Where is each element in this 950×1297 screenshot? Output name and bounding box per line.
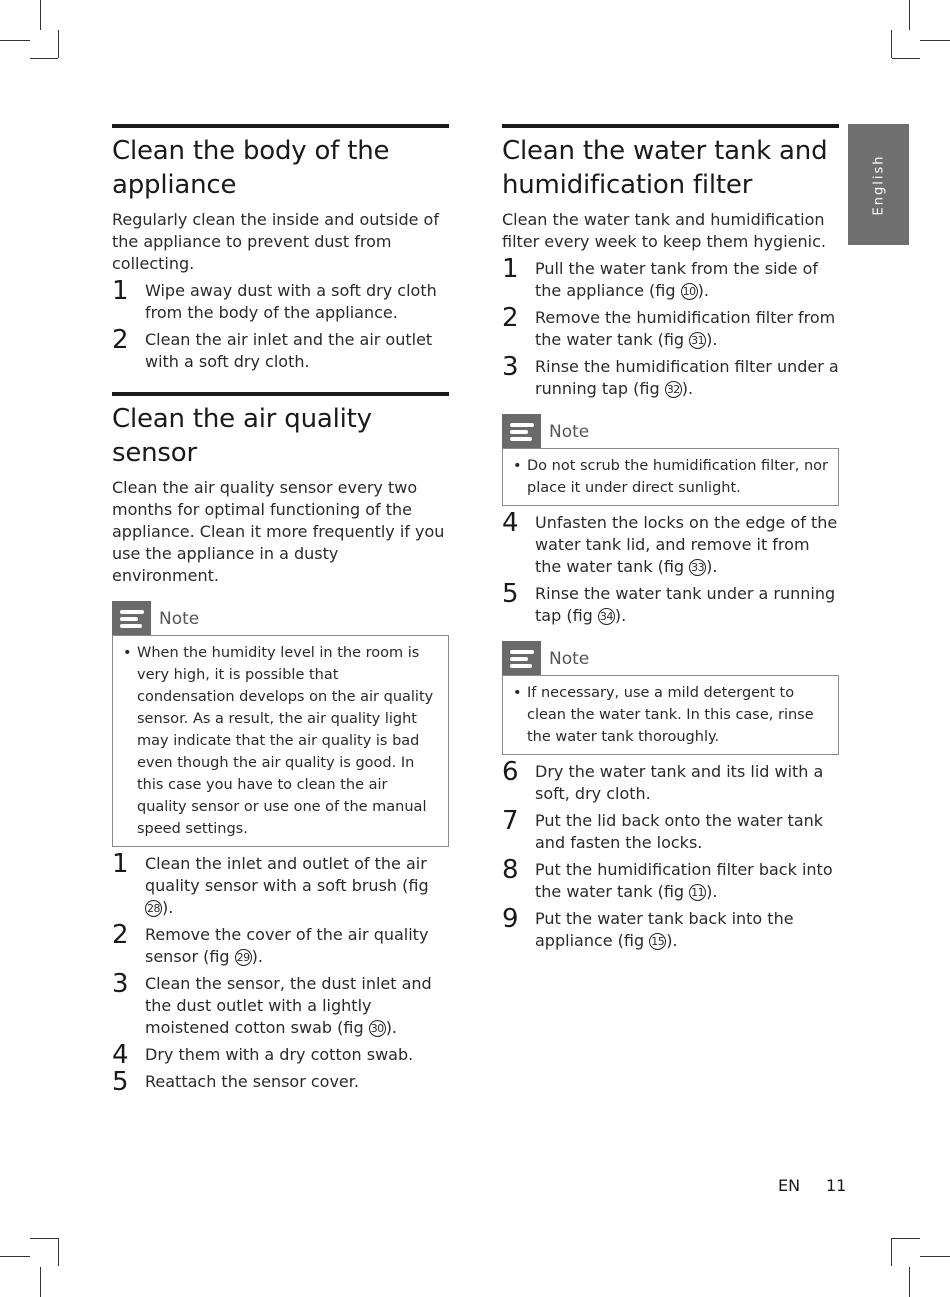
step-number: 6 — [502, 757, 519, 787]
note-icon — [112, 601, 151, 635]
figure-reference: 33 — [691, 561, 705, 574]
left-column — [112, 124, 449, 1097]
section-rule — [112, 392, 449, 396]
note-icon — [502, 641, 541, 675]
note-header — [502, 414, 839, 448]
page-number: 11 — [826, 1176, 847, 1195]
section-intro: Clean the water tank and humidification filter every week to keep them hygienic. — [502, 210, 826, 251]
step-number: 2 — [112, 920, 129, 950]
step-item — [502, 352, 839, 400]
footer-language: EN — [778, 1176, 801, 1195]
figure-reference: 31 — [691, 334, 705, 347]
step-item — [502, 855, 839, 903]
step-text: Pull the water tank from the side of the appliance (fig — [535, 259, 819, 300]
step-text-tail: ). — [706, 557, 718, 576]
step-text-tail: ). — [614, 606, 627, 625]
step-text: Rinse the humidification filter under a running tap (fig — [535, 357, 839, 398]
step-text: Wipe away dust with a soft dry cloth from the body of the appliance. — [145, 281, 437, 322]
step-text-tail: ). — [385, 1018, 398, 1037]
step-text: Reattach the sensor cover. — [145, 1072, 359, 1091]
section-title: Clean the body of the appliance — [112, 136, 390, 200]
step-text-tail: ). — [706, 330, 718, 349]
step-number: 7 — [502, 806, 519, 836]
step-number: 3 — [502, 352, 519, 382]
step-item — [112, 1067, 449, 1097]
right-column — [502, 124, 839, 952]
step-text: Clean the inlet and outlet of the air quality sensor with a soft brush (fig — [145, 854, 429, 895]
step-text: Unfasten the locks on the edge of the water tank lid, and remove it from the water tank (fig — [535, 513, 838, 576]
step-text-tail: ). — [697, 281, 709, 300]
section-title: Clean the water tank and humidification filter — [502, 136, 828, 200]
step-text: Rinse the water tank under a running tap (fig — [535, 584, 836, 625]
step-number: 3 — [112, 969, 129, 999]
step-item — [502, 904, 839, 952]
step-text-tail: ). — [251, 947, 263, 966]
language-tab-label: English — [871, 154, 886, 215]
step-list — [502, 757, 839, 952]
step-text: Put the humidification filter back into the water tank (fig — [535, 860, 833, 901]
note-header — [112, 601, 449, 635]
section-clean-water-tank — [502, 124, 839, 952]
figure-reference: 10 — [682, 285, 696, 298]
step-number: 9 — [502, 904, 519, 934]
step-list — [502, 508, 839, 627]
step-number: 5 — [112, 1067, 129, 1097]
step-item — [502, 303, 839, 351]
figure-reference: 30 — [370, 1022, 384, 1035]
note-label: Note — [549, 649, 590, 669]
note-item: • When the humidity level in the room is very high, it is possible that condensation develops on the air quality sensor. As a result, the air quality light may indicate that the air quality is bad even though the air quality is good. In this case you have to clean the air quality sensor or use one of the manual speed settings. — [123, 642, 438, 840]
step-item — [502, 806, 839, 854]
note-item: • Do not scrub the humidification filter, nor place it under direct sunlight. — [513, 455, 828, 499]
note-header — [502, 641, 839, 675]
note-box — [502, 448, 839, 506]
section-rule — [112, 124, 449, 128]
step-item — [112, 325, 449, 373]
step-text-tail: ). — [706, 882, 718, 901]
step-number: 2 — [112, 325, 129, 355]
step-number: 4 — [502, 508, 519, 538]
section-rule — [502, 124, 839, 128]
figure-reference: 28 — [147, 902, 160, 915]
note-box — [112, 635, 449, 847]
step-number: 2 — [502, 303, 519, 333]
step-number: 1 — [112, 849, 129, 879]
step-text: Put the lid back onto the water tank and fasten the locks. — [535, 811, 824, 852]
step-number: 8 — [502, 855, 519, 885]
section-intro: Regularly clean the inside and outside of the appliance to prevent dust from collecting. — [112, 210, 439, 273]
note-label: Note — [159, 609, 200, 629]
section-clean-body — [112, 124, 449, 373]
step-item — [502, 254, 839, 302]
step-text-tail: ). — [162, 898, 174, 917]
step-text: Dry them with a dry cotton swab. — [145, 1045, 414, 1064]
step-text: Remove the humidification filter from the water tank (fig — [535, 308, 836, 349]
step-number: 4 — [112, 1040, 129, 1070]
step-item — [502, 508, 839, 578]
figure-reference: 15 — [651, 935, 665, 948]
section-title: Clean the air quality sensor — [112, 404, 372, 468]
step-item — [112, 969, 449, 1039]
step-number: 5 — [502, 579, 519, 609]
step-text-tail: ). — [681, 379, 694, 398]
section-intro: Clean the air quality sensor every two months for optimal functioning of the appliance. Clean it more frequently if you use the appliance in a dusty environment. — [112, 478, 445, 585]
figure-reference: 29 — [236, 951, 250, 964]
figure-reference: 11 — [691, 886, 705, 899]
section-clean-air-sensor — [112, 392, 449, 1097]
note-box — [502, 675, 839, 755]
step-number: 1 — [502, 254, 519, 284]
step-item — [112, 276, 449, 324]
step-text: Put the water tank back into the appliance (fig — [535, 909, 794, 950]
step-item — [112, 1040, 449, 1070]
step-text: Dry the water tank and its lid with a soft, dry cloth. — [535, 762, 824, 803]
note-label: Note — [549, 422, 590, 442]
note-icon — [502, 414, 541, 448]
figure-reference: 34 — [599, 610, 613, 623]
step-list — [112, 849, 449, 1097]
figure-reference: 32 — [666, 383, 680, 396]
step-text: Remove the cover of the air quality sensor (fig — [145, 925, 429, 966]
step-text: Clean the sensor, the dust inlet and the dust outlet with a lightly moistened cotton swab (fig — [145, 974, 432, 1037]
step-item — [502, 579, 839, 627]
step-text: Clean the air inlet and the air outlet with a soft dry cloth. — [145, 330, 433, 371]
note-item: • If necessary, use a mild detergent to clean the water tank. In this case, rinse the water tank thoroughly. — [513, 682, 828, 748]
step-item — [502, 757, 839, 805]
step-list — [112, 276, 449, 373]
step-text-tail: ). — [666, 931, 678, 950]
step-list — [502, 254, 839, 400]
step-item — [112, 849, 449, 919]
step-number: 1 — [112, 276, 129, 306]
step-item — [112, 920, 449, 968]
language-tab — [848, 124, 909, 245]
